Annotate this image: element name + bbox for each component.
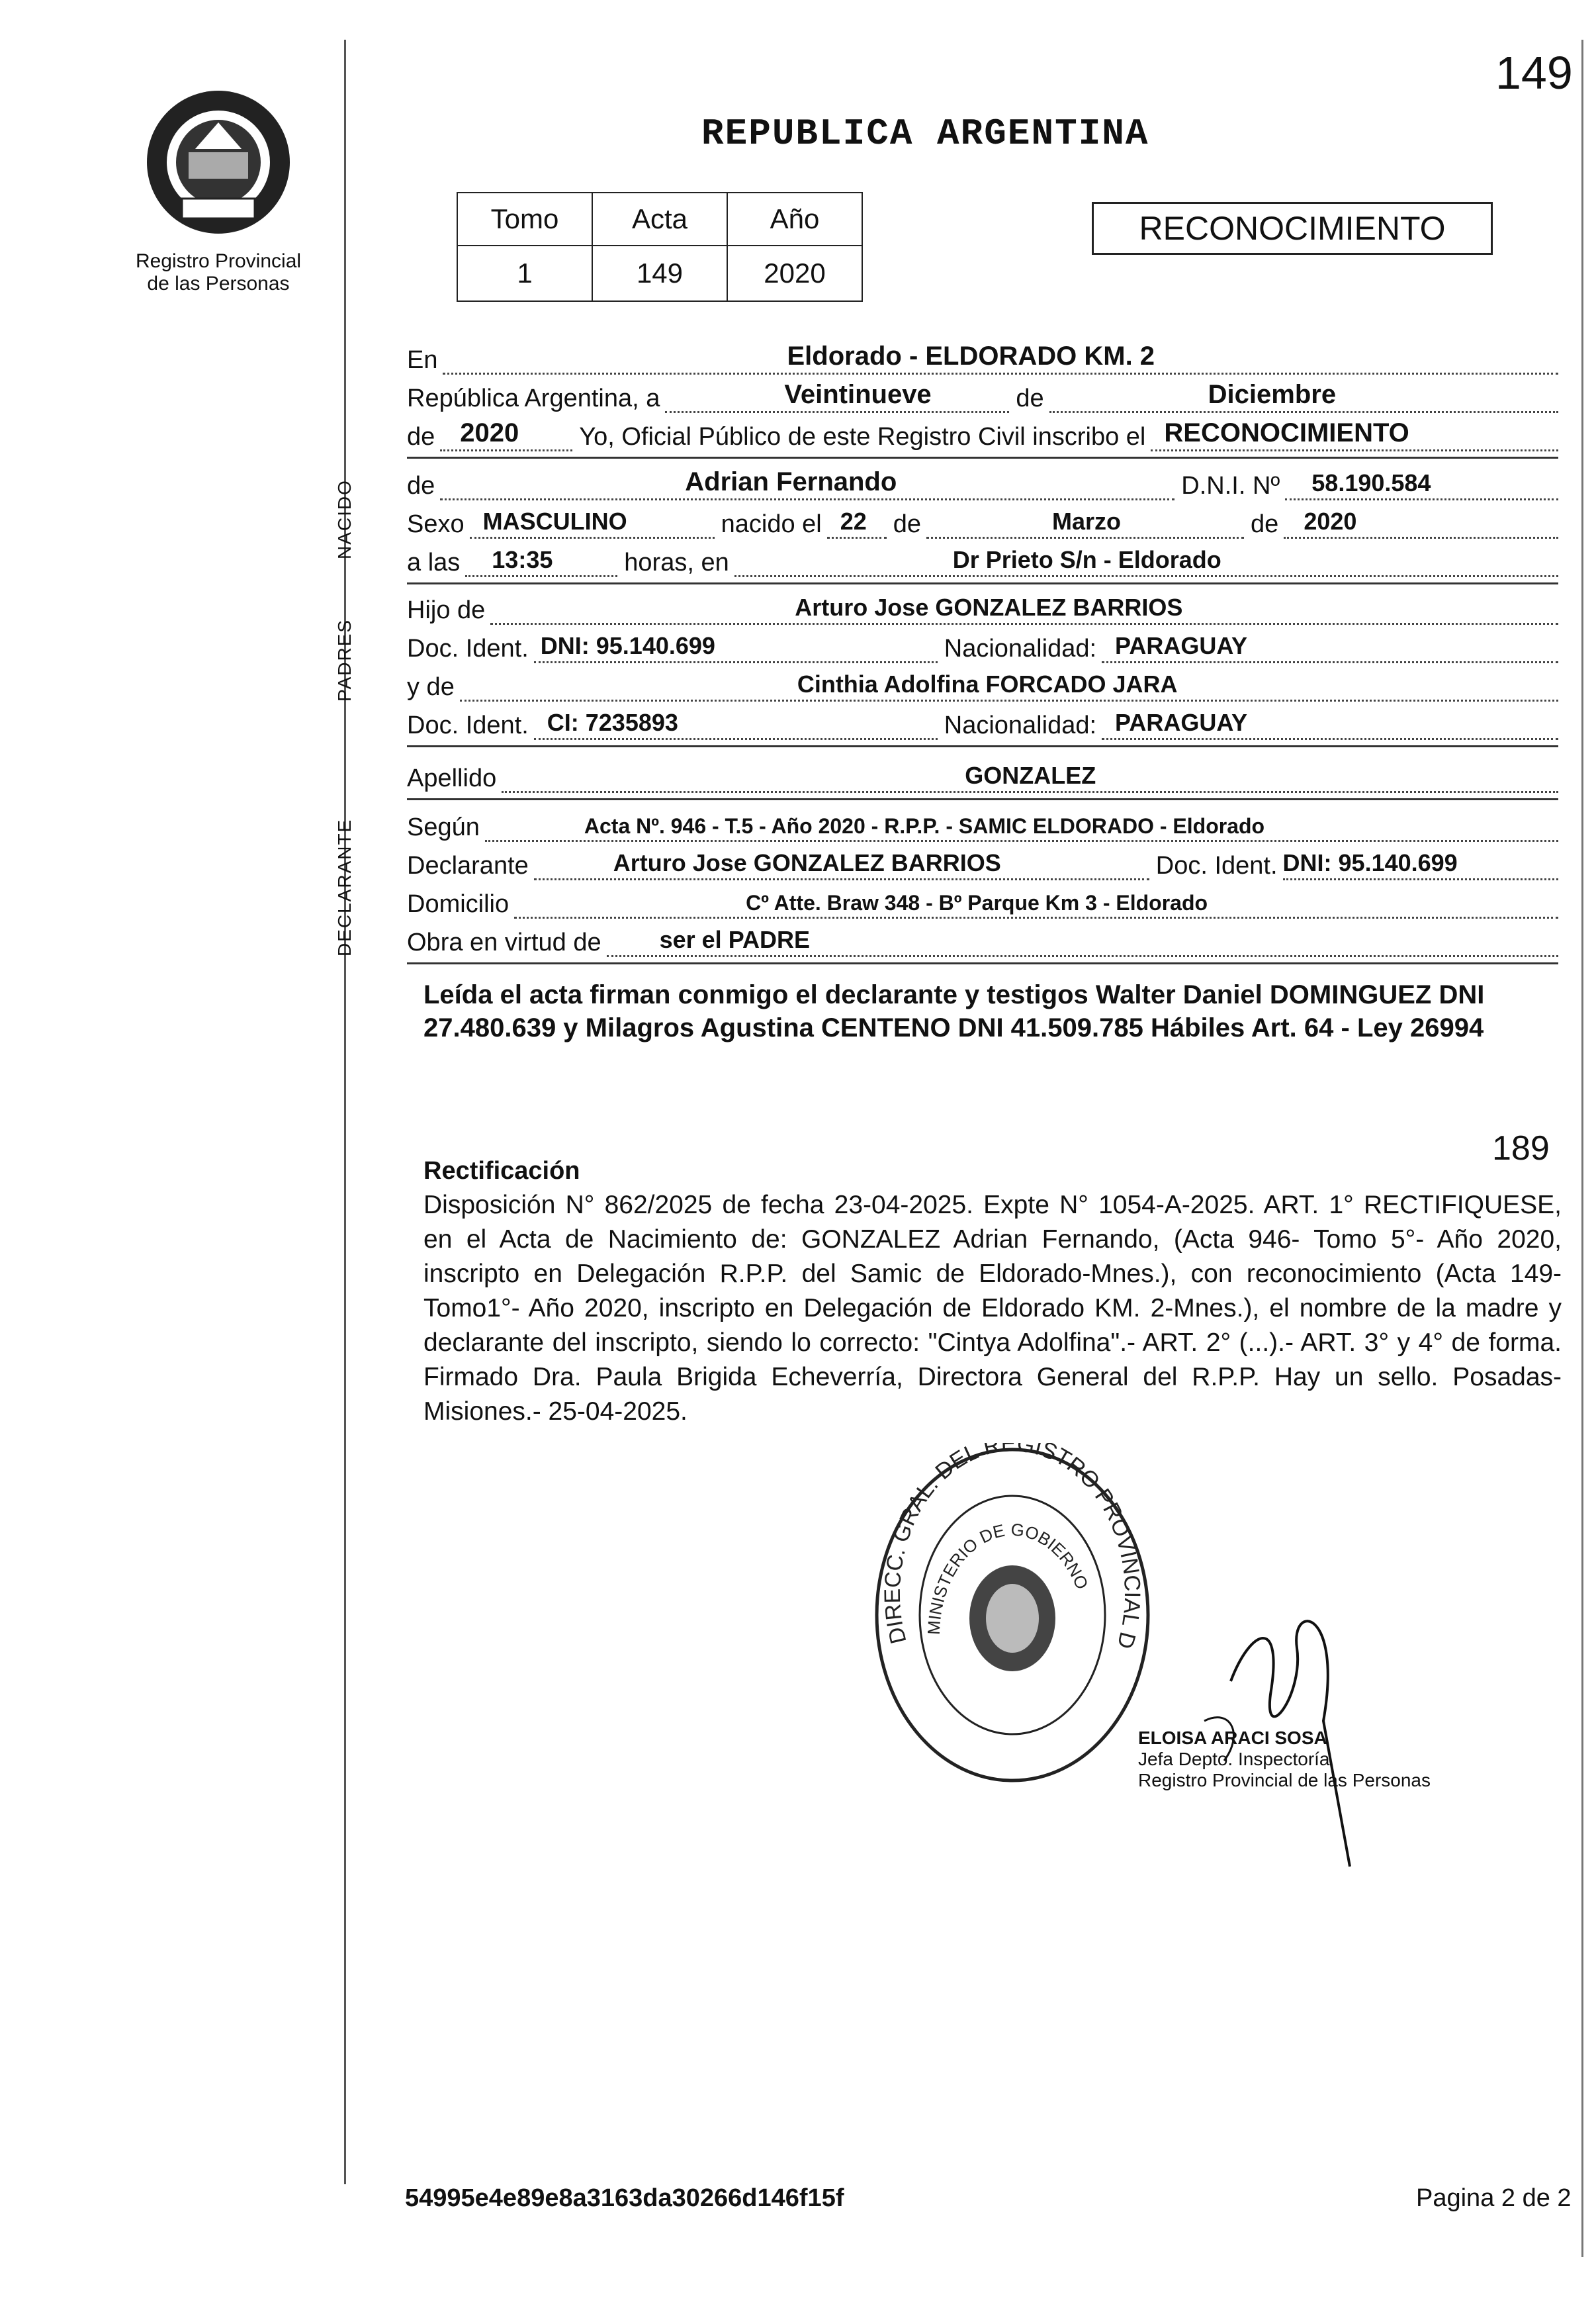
domicilio-declarante: Cº Atte. Braw 348 - Bº Parque Km 3 - Eldorado <box>746 891 1208 915</box>
firma-aclaracion: ELOISA ARACI SOSA Jefa Depto. Inspectoría Registro Provincial de las Personas <box>1138 1728 1431 1790</box>
section-divider <box>407 745 1558 747</box>
acta-tomo-value: 1 <box>457 246 592 301</box>
mes-inscripcion: Diciembre <box>1208 380 1337 409</box>
dia-inscripcion: Veintinueve <box>784 380 932 409</box>
rectificacion-title: Rectificación <box>423 1157 580 1185</box>
document-title: REPUBLICA ARGENTINA <box>701 113 1149 155</box>
nacionalidad-padre: PARAGUAY <box>1115 632 1248 659</box>
anio-nacimiento: 2020 <box>1304 508 1357 535</box>
seal-inner-text: MINISTERIO DE GOBIERNO <box>923 1519 1092 1636</box>
nacionalidad-madre: PARAGUAY <box>1115 709 1248 736</box>
acta-year-value: 2020 <box>727 246 862 301</box>
acta-header-acta: Acta <box>592 193 727 246</box>
doc-madre: CI: 7235893 <box>547 709 678 736</box>
hora-nacimiento: 13:35 <box>492 546 553 573</box>
doc-padre: DNI: 95.140.699 <box>540 632 715 659</box>
row-segun: Según Acta Nº. 946 - T.5 - Año 2020 - R.P.P. - SAMIC ELDORADO - Eldorado <box>407 805 1558 842</box>
acta-header-anio: Año <box>727 193 862 246</box>
apellido-inscripto: GONZALEZ <box>965 762 1096 789</box>
right-margin-rule <box>1581 40 1583 2257</box>
side-label-declarante: DECLARANTE <box>334 818 355 956</box>
row-fecha: República Argentina, a Veintinueve de Diciembre <box>407 376 1558 413</box>
lugar-inscripcion: Eldorado - ELDORADO KM. 2 <box>787 342 1155 371</box>
left-margin-rule <box>344 40 346 2184</box>
document-hash: 54995e4e89e8a3163da30266d146f15f <box>405 2184 844 2212</box>
rectificacion-number: 189 <box>1492 1129 1550 1168</box>
acta-number-value: 149 <box>592 246 727 301</box>
acta-table <box>457 192 863 302</box>
side-label-nacido: NACIDO <box>334 479 355 559</box>
acta-header-tomo: Tomo <box>457 193 592 246</box>
section-divider <box>407 582 1558 584</box>
logo-caption: Registro Provincial de las Personas <box>135 250 302 295</box>
lugar-nacimiento: Dr Prieto S/n - Eldorado <box>952 546 1221 573</box>
nombre-declarante: Arturo Jose GONZALEZ BARRIOS <box>613 849 1001 876</box>
row-madre-doc: Doc. Ident. CI: 7235893 Nacionalidad: PARAGUAY <box>407 703 1558 740</box>
section-divider <box>407 962 1558 964</box>
section-divider <box>407 457 1558 459</box>
row-madre: y de Cinthia Adolfina FORCADO JARA <box>407 665 1558 702</box>
section-divider <box>407 798 1558 800</box>
nombre-madre: Cinthia Adolfina FORCADO JARA <box>797 670 1178 698</box>
row-declarante: Declarante Arturo Jose GONZALEZ BARRIOS Doc. Ident. DNI: 95.140.699 <box>407 843 1558 880</box>
rectificacion-body: Disposición N° 862/2025 de fecha 23-04-2025. Expte N° 1054-A-2025. ART. 1° RECTIFIQUESE, en el Acta de Nacimiento de: GONZALEZ Adrian Fernando, (Acta 946- Tomo 5°- Año 2020, inscripto en Delegación R.P.P. del Samic de Eldorado-Mnes.), con reconocimiento (Acta 149- Tomo1°- Año 2020, inscripto en Delegación de Eldorado KM. 2-Mnes.), el nombre de la madre y declarante del inscripto, siendo lo correcto: "Cintya Adolfina".- ART. 2° (...).- ART. 3° y 4° de forma. Firmado Dra. Paula Brigida Echeverría, Directora General del R.P.P. Hay un sello. Posadas- Misiones.- 25-04-2025. <box>423 1191 1562 1426</box>
row-obra: Obra en virtud de ser el PADRE <box>407 920 1558 957</box>
row-nombre: de Adrian Fernando D.N.I. Nº 58.190.584 <box>407 463 1558 500</box>
registro-logo <box>142 86 294 238</box>
vinculo-declarante: ser el PADRE <box>659 926 811 953</box>
acto-inscripto: RECONOCIMIENTO <box>1164 418 1409 447</box>
mes-nacimiento: Marzo <box>1052 508 1122 535</box>
row-en: En Eldorado - ELDORADO KM. 2 <box>407 338 1558 375</box>
doc-declarante: DNI: 95.140.699 <box>1282 849 1458 876</box>
row-domicilio: Domicilio Cº Atte. Braw 348 - Bº Parque Km 3 - Eldorado <box>407 882 1558 919</box>
row-hora-lugar: a las 13:35 horas, en Dr Prieto S/n - Eldorado <box>407 540 1558 577</box>
side-label-padres: PADRES <box>334 618 355 702</box>
row-apellido: Apellido GONZALEZ <box>407 756 1558 793</box>
sexo-inscripto: MASCULINO <box>482 508 627 535</box>
dni-inscripto: 58.190.584 <box>1311 469 1431 496</box>
acta-referencia: Acta Nº. 946 - T.5 - Año 2020 - R.P.P. - SAMIC ELDORADO - Eldorado <box>584 814 1265 838</box>
anio-inscripcion: 2020 <box>460 418 519 447</box>
row-acto: de 2020 Yo, Oficial Público de este Registro Civil inscribo el RECONOCIMIENTO <box>407 414 1558 451</box>
row-padre-doc: Doc. Ident. DNI: 95.140.699 Nacionalidad: PARAGUAY <box>407 626 1558 663</box>
row-padre: Hijo de Arturo Jose GONZALEZ BARRIOS <box>407 588 1558 625</box>
document-type-box: RECONOCIMIENTO <box>1092 202 1493 255</box>
nombre-inscripto: Adrian Fernando <box>685 467 897 496</box>
seal-outer-text: DIRECC. GRAL. DEL REGISTRO PROVINCIAL D <box>879 1443 1145 1652</box>
dia-nacimiento: 22 <box>840 508 867 535</box>
page-indicator: Pagina 2 de 2 <box>1416 2184 1572 2212</box>
row-nacimiento: Sexo MASCULINO nacido el 22 de Marzo de 2020 <box>407 502 1558 539</box>
handwritten-signature <box>1191 1549 1390 1880</box>
cierre-acta: Leída el acta firman conmigo el declarante y testigos Walter Daniel DOMINGUEZ DNI 27.480.639 y Milagros Agustina CENTENO DNI 41.509.785 Hábiles Art. 64 - Ley 26994 <box>423 980 1485 1042</box>
page-number: 149 <box>1495 47 1573 99</box>
official-seal <box>867 1443 1158 1787</box>
nombre-padre: Arturo Jose GONZALEZ BARRIOS <box>795 594 1183 621</box>
